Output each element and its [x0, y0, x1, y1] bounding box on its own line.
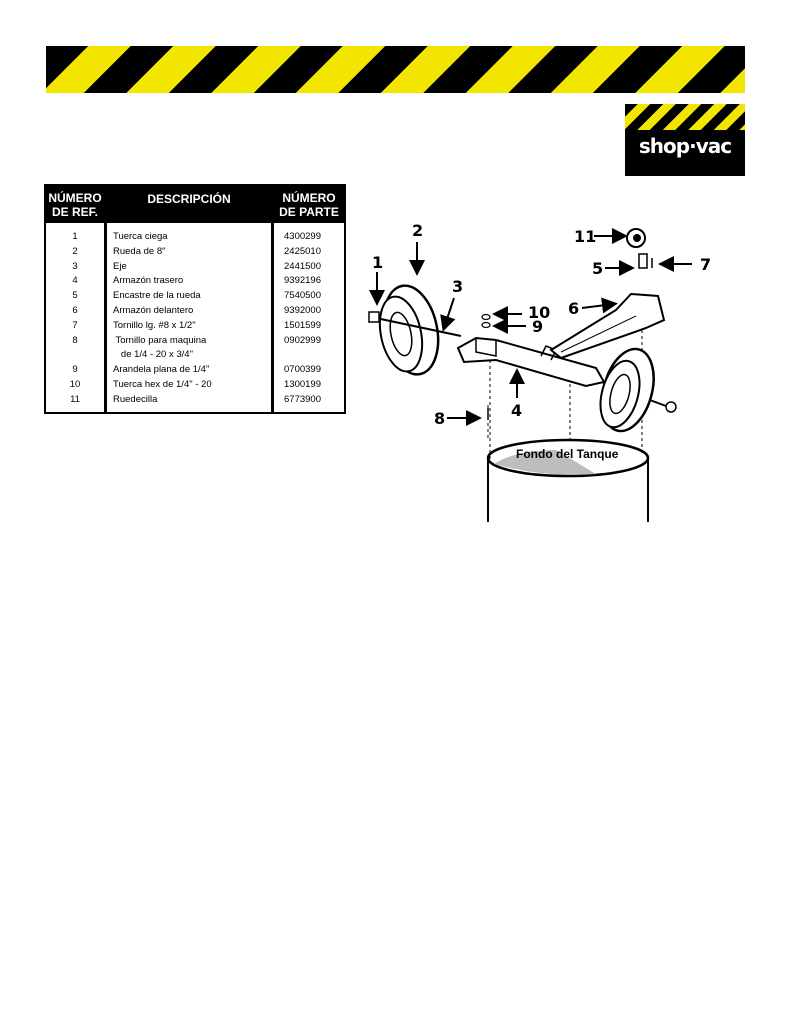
- svg-text:3: 3: [452, 277, 464, 296]
- svg-text:6: 6: [568, 299, 580, 318]
- caster-assembly: [627, 229, 652, 268]
- svg-text:4: 4: [511, 401, 523, 420]
- parts-table: [44, 184, 346, 414]
- table-row: [46, 245, 344, 260]
- desc-cell: Arandela plana de 1/4": [113, 364, 210, 376]
- callout-5: [592, 259, 631, 278]
- part-cell: 1300199: [284, 378, 321, 390]
- tank-bottom: [488, 440, 648, 522]
- part-cell: 9392000: [284, 304, 321, 316]
- part-cell: 1501599: [284, 319, 321, 331]
- ref-cell: 11: [70, 393, 80, 405]
- header-ref-number: NÚMERO DE REF.: [48, 190, 102, 219]
- table-body: [46, 230, 344, 408]
- table-row: [46, 260, 344, 275]
- table-row: [46, 378, 344, 393]
- desc-cell: Armazón trasero: [113, 275, 184, 287]
- svg-text:11: 11: [574, 227, 597, 246]
- table-row: [46, 230, 344, 245]
- svg-text:8: 8: [434, 409, 446, 428]
- callout-8: [434, 409, 478, 428]
- callout-3: [444, 277, 463, 328]
- callout-7: [662, 255, 711, 274]
- desc-cell: Tuerca hex de 1/4" - 20: [113, 378, 212, 390]
- table-row: [46, 393, 344, 408]
- ref-cell: 8: [72, 334, 78, 346]
- header-description: DESCRIPCIÓN: [147, 192, 231, 206]
- ref-cell: 3: [72, 260, 78, 272]
- table-row: [46, 319, 344, 334]
- ref-cell: 2: [72, 245, 78, 257]
- part-cell: 0700399: [284, 364, 321, 376]
- ref-cell: 1: [72, 231, 78, 242]
- svg-text:2: 2: [412, 221, 424, 240]
- table-row: [46, 348, 344, 363]
- svg-text:7: 7: [700, 255, 712, 274]
- table-row: [46, 363, 344, 378]
- hazard-stripe-banner: [46, 46, 745, 93]
- part-cell: 2425010: [284, 245, 321, 257]
- ref-cell: 7: [72, 319, 78, 331]
- logo-hazard-stripes: [625, 104, 745, 130]
- part-cell: 9392196: [284, 275, 321, 287]
- logo-text: shop·vac: [638, 134, 732, 158]
- table-row: [46, 334, 344, 349]
- desc-cell: Encastre de la rueda: [113, 290, 201, 302]
- desc-cell: Armazón delantero: [113, 304, 194, 316]
- ref-cell: 5: [72, 290, 78, 302]
- part-cell: 4300299: [284, 231, 321, 242]
- desc-cell: de 1/4 - 20 x 3/4": [113, 349, 193, 361]
- part-cell: 7540500: [284, 290, 321, 302]
- callout-2: [412, 221, 423, 272]
- hardware: [482, 315, 490, 421]
- ref-cell: 4: [72, 275, 78, 287]
- ref-cell: 6: [72, 304, 78, 316]
- exploded-assembly-diagram: [346, 210, 746, 530]
- part-cell: 2441500: [284, 260, 321, 272]
- callout-11: [574, 227, 624, 246]
- svg-text:9: 9: [532, 317, 544, 336]
- desc-cell: Ruedecilla: [113, 393, 158, 405]
- callout-10: [496, 303, 550, 322]
- desc-cell: Tornillo para maquina: [113, 334, 207, 346]
- right-wheel: [594, 343, 662, 437]
- part-cell: 6773900: [284, 393, 321, 405]
- table-row: [46, 274, 344, 289]
- svg-text:1: 1: [372, 253, 384, 272]
- tank-bottom-label: Fondo del Tanque: [516, 447, 619, 461]
- table-header: [46, 186, 344, 223]
- ref-cell: 9: [72, 364, 78, 376]
- desc-cell: Rueda de 8": [113, 245, 166, 257]
- desc-cell: Tornillo lg. #8 x 1/2": [113, 319, 196, 331]
- ref-cell: 10: [69, 378, 81, 390]
- callout-1: [372, 253, 383, 302]
- desc-cell: Eje: [113, 260, 127, 272]
- header-part-number: NÚMERO DE PARTE: [279, 190, 339, 219]
- desc-cell: Tuerca ciega: [113, 231, 168, 242]
- table-row: [46, 304, 344, 319]
- callout-4: [511, 372, 522, 420]
- shop-vac-logo: [625, 104, 745, 176]
- svg-text:10: 10: [528, 303, 551, 322]
- svg-text:5: 5: [592, 259, 604, 278]
- table-row: [46, 289, 344, 304]
- part-cell: 0902999: [284, 334, 321, 346]
